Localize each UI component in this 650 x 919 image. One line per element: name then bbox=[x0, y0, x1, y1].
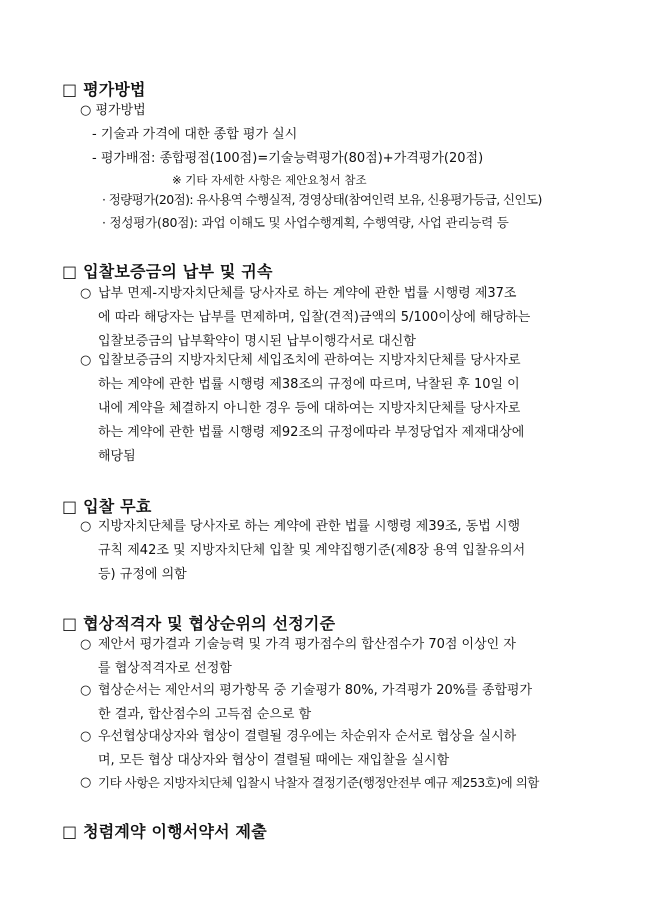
text-line: 우선협상대상자와 협상이 결렬될 경우에는 차순위자 순서로 협상을 실시하 bbox=[98, 729, 517, 744]
item-marker: ○ bbox=[80, 729, 92, 744]
text-line: 입찰보증금의 지방자치단체 세입조치에 관하여는 지방자치단체를 당사자로 bbox=[98, 353, 521, 368]
text-line: 제안서 평가결과 기술능력 및 가격 평가점수의 합산점수가 70점 이상인 자 bbox=[98, 637, 516, 652]
item-marker: ○ bbox=[80, 775, 92, 790]
text-line: 내에 계약을 체결하지 아니한 경우 등에 대하여는 지방자치단체를 당사자로 bbox=[98, 401, 521, 416]
text-line: 납부 면제-지방자치단체를 당사자로 하는 계약에 관한 법률 시행령 제37조 bbox=[98, 286, 517, 301]
text-line: 협상순서는 제안서의 평가항목 중 기술평가 80%, 가격평가 20%를 종합평가 bbox=[98, 683, 533, 698]
item-marker: ○ bbox=[80, 683, 92, 698]
text-line: 규칙 제42조 및 지방자치단체 입찰 및 계약집행기준(제8장 용역 입찰유의서 bbox=[98, 543, 526, 558]
text-line: 지방자치단체를 당사자로 하는 계약에 관한 법률 시행령 제39조, 동법 시행 bbox=[98, 519, 521, 534]
note-line: ※ 기타 자세한 사항은 제안요청서 참조 bbox=[172, 173, 367, 187]
text-line: 한 결과, 합산점수의 고득점 순으로 함 bbox=[98, 707, 312, 722]
text-line: 며, 모든 협상 대상자와 협상이 결렬될 때에는 재입찰을 실시함 bbox=[98, 753, 450, 768]
bullet-line: · 정량평가(20점): 유사용역 수행실적, 경영상태(참여인력 보유, 신용평가등급, 신인도) bbox=[102, 192, 542, 207]
text-line: - 기술과 가격에 대한 종합 평가 실시 bbox=[92, 127, 298, 142]
text-line: 등) 규정에 의함 bbox=[98, 567, 187, 582]
section-heading-bid-invalid: □ 입찰 무효 bbox=[62, 497, 152, 516]
subsection-heading: ○ 평가방법 bbox=[80, 103, 146, 118]
section-heading-negotiation: □ 협상적격자 및 협상순위의 선정기준 bbox=[62, 614, 336, 633]
text-line: 하는 계약에 관한 법률 시행령 제38조의 규정에 따르며, 낙찰된 후 10일 이 bbox=[98, 377, 520, 392]
text-line: 입찰보증금의 납부확약이 명시된 납부이행각서로 대신함 bbox=[98, 334, 416, 349]
text-line: 기타 사항은 지방자치단체 입찰시 낙찰자 결정기준(행정안전부 예규 제253호)에 의함 bbox=[98, 775, 539, 790]
section-heading-integrity-pledge: □ 청렴계약 이행서약서 제출 bbox=[62, 822, 267, 841]
item-marker: ○ bbox=[80, 637, 92, 652]
section-heading-bid-deposit: □ 입찰보증금의 납부 및 귀속 bbox=[62, 262, 273, 281]
text-line: 해당됨 bbox=[98, 449, 136, 464]
text-line: 를 협상적격자로 선정함 bbox=[98, 661, 232, 676]
item-marker: ○ bbox=[80, 286, 92, 301]
bullet-line: · 정성평가(80점): 과업 이해도 및 사업수행계획, 수행역량, 사업 관리능력 등 bbox=[102, 215, 509, 230]
item-marker: ○ bbox=[80, 519, 92, 534]
item-marker: ○ bbox=[80, 353, 92, 368]
section-heading-evaluation: □ 평가방법 bbox=[62, 80, 146, 99]
text-line: 에 따라 해당자는 납부를 면제하며, 입찰(견적)금액의 5/100이상에 해당하는 bbox=[98, 310, 531, 325]
text-line: 하는 계약에 관한 법률 시행령 제92조의 규정에따라 부정당업자 제재대상에 bbox=[98, 425, 525, 440]
text-line: - 평가배점: 종합평점(100점)=기술능력평가(80점)+가격평가(20점) bbox=[92, 151, 484, 166]
